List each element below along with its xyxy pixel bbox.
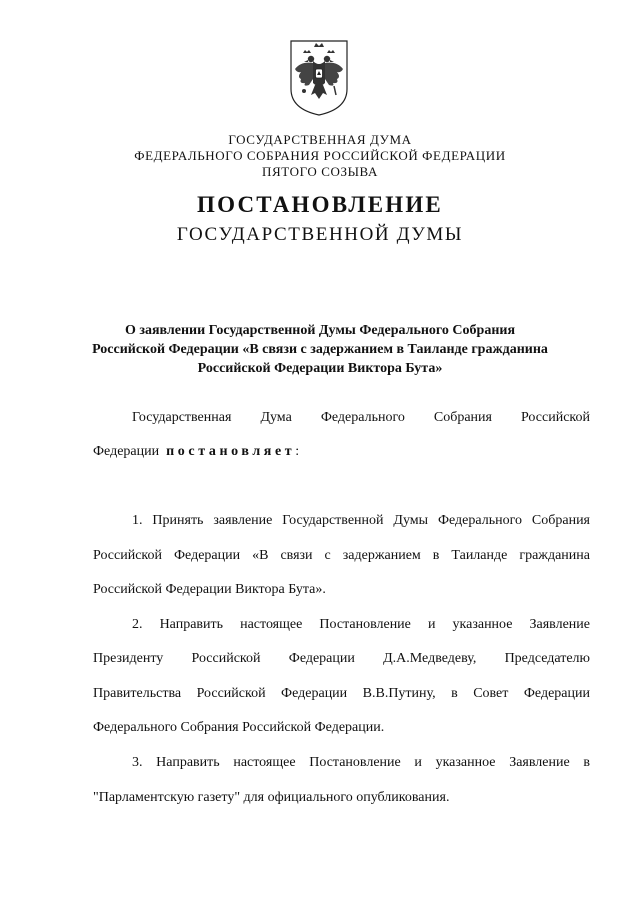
preamble-prefix: Федерации (93, 444, 160, 459)
document-issuer: ГОСУДАРСТВЕННОЙ ДУМЫ (176, 224, 464, 245)
item-2-line-4: Федерального Собрания Российской Федерации. (93, 720, 385, 735)
item-3-line-1: 3. Направить настоящее Постановление и указанное Заявление в (132, 755, 590, 770)
item-2-line-1: 2. Направить настоящее Постановление и указанное Заявление (132, 617, 590, 632)
convocation-line: ПЯТОГО СОЗЫВА (262, 164, 378, 179)
item-1-line-1: 1. Принять заявление Государственной Думы Федерального Собрания (132, 513, 590, 528)
item-2-line-2: Президенту Российской Федерации Д.А.Медведеву, Председателю (93, 651, 590, 666)
item-3-line-2: "Парламентскую газету" для официального опубликования. (93, 790, 450, 805)
preamble-colon: : (295, 444, 300, 459)
issuer-name-line-2: ФЕДЕРАЛЬНОГО СОБРАНИЯ РОССИЙСКОЙ ФЕДЕРАЦИИ (134, 148, 506, 163)
item-2-line-3: Правительства Российской Федерации В.В.Путину, в Совет Федерации (93, 686, 590, 701)
document-title-line-1: О заявлении Государственной Думы Федерального Собрания (124, 323, 516, 338)
preamble-line-1: Государственная Дума Федерального Собрания Российской (132, 410, 590, 425)
item-1-line-2: Российской Федерации «В связи с задержанием в Таиланде гражданина (93, 548, 590, 563)
issuer-name-line-1: ГОСУДАРСТВЕННАЯ ДУМА (228, 132, 412, 147)
preamble-line-2 (93, 443, 590, 461)
document-type: ПОСТАНОВЛЕНИЕ (197, 192, 443, 217)
document-title-line-3: Российской Федерации Виктора Бута» (197, 361, 443, 376)
document-title-line-2: Российской Федерации «В связи с задержанием в Таиланде гражданина (92, 342, 548, 357)
coat-of-arms-icon (289, 39, 349, 117)
preamble-verb: постановляет (166, 444, 296, 459)
item-1-line-3: Российской Федерации Виктора Бута». (93, 582, 326, 597)
